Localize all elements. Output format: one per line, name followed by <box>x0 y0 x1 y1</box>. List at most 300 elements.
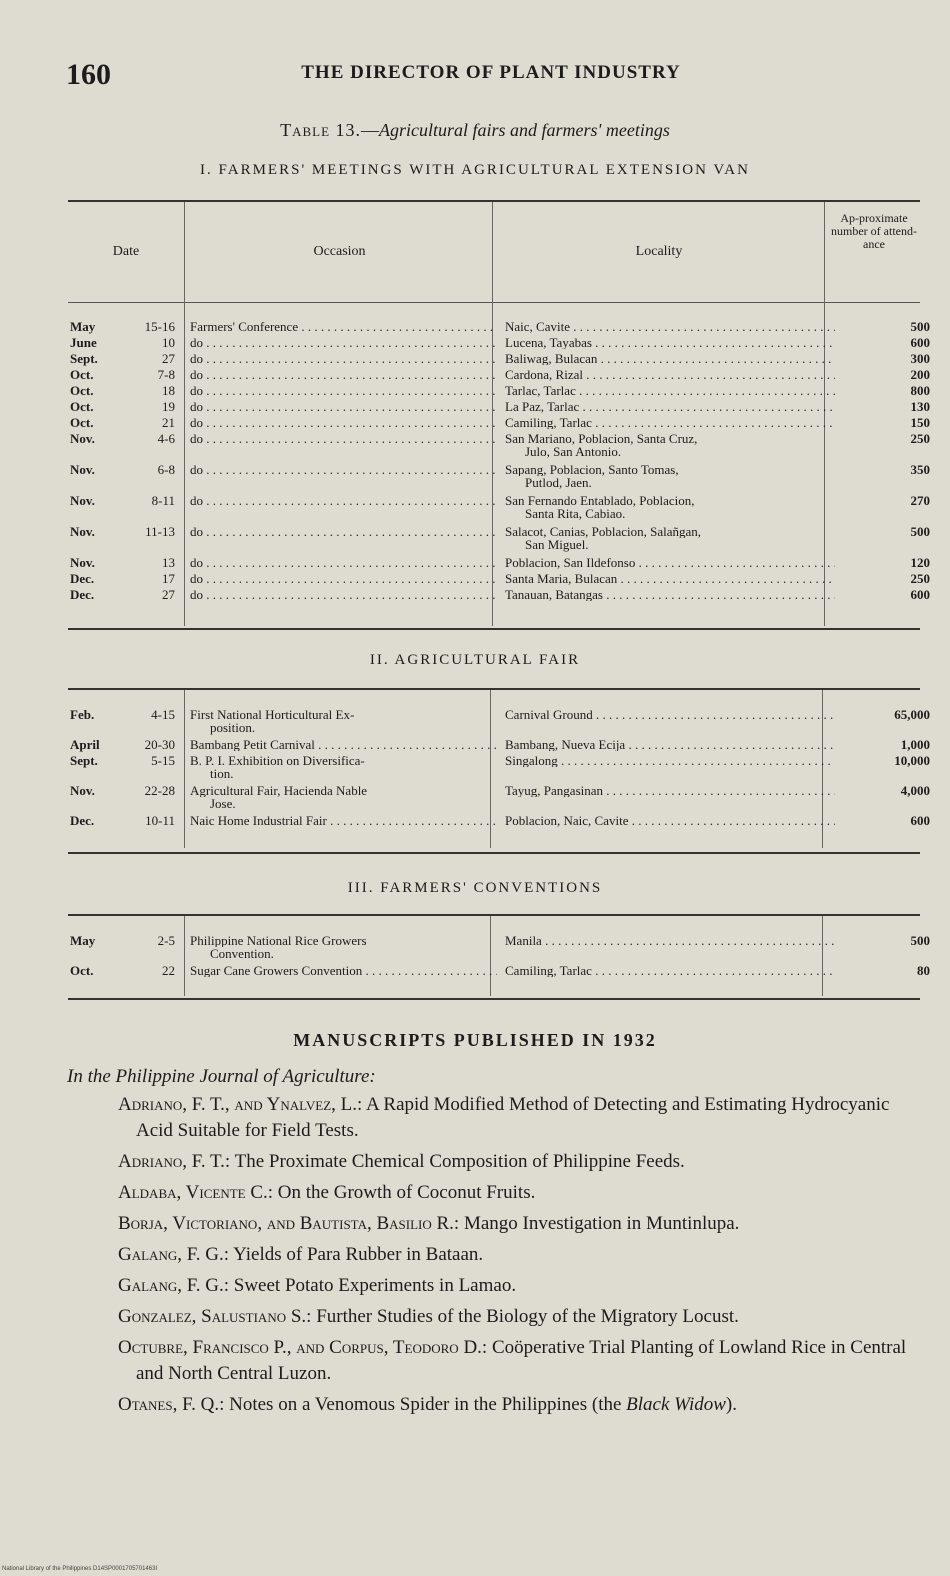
leader-dots <box>203 463 497 476</box>
locality-line: Cardona, Rizal <box>505 368 583 381</box>
locality-cell <box>497 738 835 754</box>
agricultural-fair-table <box>70 708 932 830</box>
row-month: April <box>70 738 100 752</box>
manuscript-authors: Borja, Victoriano, and Bautista, Basilio R.: <box>118 1213 460 1234</box>
occasion-text <box>190 556 497 569</box>
manuscripts-list <box>118 1092 918 1423</box>
attendance-cell: 250 <box>910 432 930 446</box>
occasion-text <box>190 964 497 977</box>
occasion-line: do <box>190 525 203 538</box>
manuscript-title: Further Studies of the Biology of the Migratory Locust. <box>316 1306 739 1327</box>
locality-text <box>505 384 835 397</box>
manuscript-authors: Adriano, F. T.: <box>118 1151 231 1172</box>
locality-line: Camiling, Tarlac <box>505 964 592 977</box>
locality-cell <box>497 556 835 572</box>
row-days: 27 <box>162 352 175 366</box>
farmers-meetings-table <box>70 320 932 604</box>
occasion-line: First National Horticultural Ex- <box>190 708 355 721</box>
leader-dots <box>203 572 497 585</box>
occasion-text <box>190 352 497 365</box>
manuscript-title: Notes on a Venomous Spider in the Philippines (the <box>229 1394 622 1415</box>
section-3-heading: III. FARMERS' CONVENTIONS <box>347 880 603 896</box>
manuscript-title: On the Growth of Coconut Fruits. <box>277 1182 536 1203</box>
table-bottom-rule <box>68 998 920 1000</box>
occasion-line: do <box>190 463 203 476</box>
row-month: May <box>70 320 96 334</box>
locality-line: Poblacion, San Ildefonso <box>505 556 636 569</box>
locality-line: Lucena, Tayabas <box>505 336 592 349</box>
table-bottom-rule <box>68 628 920 630</box>
table-row <box>70 738 932 754</box>
manuscripts-intro: In the Philippine Journal of Agriculture: <box>67 1066 376 1087</box>
leader-dots <box>597 352 835 365</box>
row-days: 22-28 <box>144 784 175 798</box>
occasion-text <box>190 494 497 507</box>
manuscript-entry <box>118 1180 918 1206</box>
date-cell <box>70 384 182 400</box>
locality-cell <box>497 708 835 738</box>
row-days: 13 <box>162 556 175 570</box>
locality-text <box>505 708 835 721</box>
row-days: 5-15 <box>151 754 175 768</box>
row-days: 19 <box>162 400 175 414</box>
locality-line: Tanauan, Batangas <box>505 588 603 601</box>
locality-cell <box>497 494 835 525</box>
manuscript-entry <box>118 1335 918 1387</box>
column-header-occasion: Occasion <box>313 244 366 259</box>
row-days: 27 <box>162 588 175 602</box>
leader-dots <box>592 964 835 977</box>
locality-text <box>505 463 835 476</box>
occasion-line: do <box>190 588 203 601</box>
manuscript-entry <box>118 1273 918 1299</box>
row-days: 22 <box>162 964 175 978</box>
locality-cell <box>497 754 835 784</box>
attendance-cell: 200 <box>910 368 930 382</box>
locality-cell <box>497 784 835 814</box>
locality-line: Singalong <box>505 754 558 767</box>
manuscript-entry <box>118 1092 918 1144</box>
occasion-cell <box>182 556 497 572</box>
manuscript-authors: Octubre, Francisco P., and Corpus, Teodoro D.: <box>118 1337 488 1358</box>
locality-line: Manila <box>505 934 542 947</box>
table-row <box>70 494 932 525</box>
occasion-text <box>190 432 497 445</box>
locality-continuation: San Miguel. <box>525 537 589 552</box>
leader-dots <box>315 738 497 751</box>
occasion-text <box>190 754 497 767</box>
locality-line: San Fernando Entablado, Poblacion, <box>505 494 695 507</box>
occasion-text <box>190 320 497 333</box>
leader-dots <box>603 784 835 797</box>
occasion-cell <box>182 416 497 432</box>
locality-line: Baliwag, Bulacan <box>505 352 598 365</box>
date-cell <box>70 400 182 416</box>
attendance-cell: 800 <box>910 384 930 398</box>
manuscript-entry <box>118 1211 918 1237</box>
leader-dots <box>617 572 835 585</box>
date-cell <box>70 754 182 784</box>
table-row <box>70 463 932 494</box>
occasion-cell <box>182 494 497 525</box>
locality-cell <box>497 525 835 556</box>
occasion-text <box>190 572 497 585</box>
date-cell <box>70 320 182 336</box>
row-month: Nov. <box>70 556 95 570</box>
locality-line: Naic, Cavite <box>505 320 570 333</box>
occasion-line: do <box>190 384 203 397</box>
leader-dots <box>327 814 497 827</box>
attendance-cell: 1,000 <box>900 738 930 752</box>
row-days: 7-8 <box>157 368 175 382</box>
header-rule <box>68 302 920 303</box>
occasion-continuation: Jose. <box>210 796 236 811</box>
occasion-text <box>190 708 497 721</box>
table-caption: Agricultural fairs and farmers' meetings <box>379 120 670 140</box>
manuscript-title: Coöperative Trial Planting of Lowland Rice in Central and North Central Luzon. <box>136 1337 907 1384</box>
table-top-rule <box>68 688 920 690</box>
attendance-cell: 500 <box>910 320 930 334</box>
locality-line: La Paz, Tarlac <box>505 400 580 413</box>
locality-cell <box>497 432 835 463</box>
attendance-cell: 65,000 <box>894 708 930 722</box>
leader-dots <box>628 814 835 827</box>
occasion-line: Sugar Cane Growers Convention <box>190 964 363 977</box>
row-days: 10-11 <box>145 814 175 828</box>
row-month: Nov. <box>70 784 95 798</box>
manuscript-title: A Rapid Modified Method of Detecting and Estimating Hydrocyanic Acid Suitable for Field Tests. <box>136 1094 890 1141</box>
manuscript-entry <box>118 1304 918 1330</box>
attendance-cell: 500 <box>910 525 930 539</box>
locality-cell <box>497 814 835 830</box>
table-row <box>70 572 932 588</box>
attendance-cell: 120 <box>910 556 930 570</box>
occasion-line: Philippine National Rice Growers <box>190 934 367 947</box>
occasion-text <box>190 400 497 413</box>
locality-text <box>505 572 835 585</box>
occasion-line: Bambang Petit Carnival <box>190 738 315 751</box>
table-row <box>70 588 932 604</box>
row-days: 21 <box>162 416 175 430</box>
table-row <box>70 320 932 336</box>
locality-line: Salacot, Canias, Poblacion, Salañgan, <box>505 525 702 538</box>
row-month: Oct. <box>70 964 94 978</box>
date-cell <box>70 368 182 384</box>
attendance-cell: 600 <box>910 588 930 602</box>
manuscript-authors: Adriano, F. T., and Ynalvez, L.: <box>118 1094 363 1115</box>
scan-footer: National Library of the Philippines D14SP0001705701463I <box>2 1566 158 1572</box>
attendance-cell: 250 <box>910 572 930 586</box>
column-header-attendance: Ap-proximate number of attend-ance <box>831 211 917 252</box>
locality-line: Carnival Ground <box>505 708 593 721</box>
leader-dots <box>558 754 835 767</box>
row-days: 15-16 <box>144 320 175 334</box>
leader-dots <box>298 320 497 333</box>
table-row <box>70 400 932 416</box>
locality-cell <box>497 588 835 604</box>
occasion-line: do <box>190 336 203 349</box>
locality-line: San Mariano, Poblacion, Santa Cruz, <box>505 432 698 445</box>
occasion-cell <box>182 352 497 368</box>
attendance-cell: 300 <box>910 352 930 366</box>
date-cell <box>70 432 182 463</box>
occasion-line: do <box>190 572 203 585</box>
table-label: Table 13. <box>280 120 362 140</box>
occasion-text <box>190 416 497 429</box>
table-row <box>70 336 932 352</box>
leader-dots <box>542 934 835 947</box>
table-top-rule <box>68 200 920 202</box>
leader-dots <box>203 432 497 445</box>
occasion-text <box>190 738 497 751</box>
leader-dots <box>579 400 835 413</box>
date-cell <box>70 494 182 525</box>
section-1-heading: I. FARMERS' MEETINGS WITH AGRICULTURAL EXTENSION VAN <box>200 162 750 178</box>
occasion-text <box>190 368 497 381</box>
occasion-cell <box>182 336 497 352</box>
locality-text <box>505 588 835 601</box>
leader-dots <box>203 494 497 507</box>
locality-line: Sapang, Poblacion, Santo Tomas, <box>505 463 679 476</box>
occasion-line: do <box>190 494 203 507</box>
page-number: 160 <box>66 58 111 91</box>
table-row <box>70 964 932 980</box>
locality-text <box>505 432 835 445</box>
locality-line: Santa Maria, Bulacan <box>505 572 618 585</box>
occasion-line: B. P. I. Exhibition on Diversifica- <box>190 754 365 767</box>
row-month: Nov. <box>70 463 95 477</box>
row-days: 20-30 <box>144 738 175 752</box>
occasion-continuation: tion. <box>210 766 234 781</box>
occasion-text <box>190 525 497 538</box>
occasion-line: do <box>190 556 203 569</box>
leader-dots <box>576 384 835 397</box>
leader-dots <box>583 368 835 381</box>
row-month: Dec. <box>70 572 95 586</box>
date-cell <box>70 964 182 980</box>
table-bottom-rule <box>68 852 920 854</box>
manuscript-authors: Aldaba, Vicente C.: <box>118 1182 274 1203</box>
table-row <box>70 556 932 572</box>
occasion-cell <box>182 525 497 556</box>
date-cell <box>70 784 182 814</box>
leader-dots <box>203 525 497 538</box>
attendance-cell: 80 <box>917 964 930 978</box>
page-header <box>66 58 916 94</box>
table-row <box>70 432 932 463</box>
attendance-cell: 270 <box>910 494 930 508</box>
row-month: Oct. <box>70 400 94 414</box>
date-cell <box>70 556 182 572</box>
manuscript-authors: Galang, F. G.: <box>118 1275 230 1296</box>
attendance-cell: 10,000 <box>894 754 930 768</box>
date-cell <box>70 738 182 754</box>
table-row <box>70 784 932 814</box>
table-row <box>70 384 932 400</box>
locality-text <box>505 814 835 827</box>
row-month: Nov. <box>70 494 95 508</box>
occasion-cell <box>182 320 497 336</box>
row-days: 8-11 <box>151 494 175 508</box>
leader-dots <box>362 964 497 977</box>
occasion-cell <box>182 384 497 400</box>
manuscript-entry <box>118 1392 918 1418</box>
leader-dots <box>603 588 835 601</box>
row-month: Oct. <box>70 416 94 430</box>
attendance-cell: 4,000 <box>900 784 930 798</box>
occasion-cell <box>182 754 497 784</box>
occasion-cell <box>182 432 497 463</box>
row-month: Sept. <box>70 754 98 768</box>
locality-continuation: Putlod, Jaen. <box>525 475 592 490</box>
date-cell <box>70 814 182 830</box>
table-top-rule <box>68 914 920 916</box>
attendance-cell: 600 <box>910 814 930 828</box>
occasion-continuation: Convention. <box>210 946 274 961</box>
locality-text <box>505 525 835 538</box>
locality-cell <box>497 400 835 416</box>
column-header-locality: Locality <box>635 244 683 259</box>
occasion-line: do <box>190 432 203 445</box>
occasion-continuation: position. <box>210 720 256 735</box>
row-month: Dec. <box>70 814 95 828</box>
date-cell <box>70 572 182 588</box>
date-cell <box>70 708 182 738</box>
row-month: Nov. <box>70 525 95 539</box>
manuscript-title-italic: Black Widow <box>626 1394 726 1415</box>
locality-line: Bambang, Nueva Ecija <box>505 738 626 751</box>
row-month: Dec. <box>70 588 95 602</box>
occasion-cell <box>182 814 497 830</box>
locality-text <box>505 964 835 977</box>
locality-line: Poblacion, Naic, Cavite <box>505 814 629 827</box>
occasion-cell <box>182 708 497 738</box>
manuscript-title: Yields of Para Rubber in Bataan. <box>233 1244 484 1265</box>
leader-dots <box>203 368 497 381</box>
date-cell <box>70 463 182 494</box>
occasion-line: do <box>190 368 203 381</box>
leader-dots <box>203 416 497 429</box>
occasion-cell <box>182 934 497 964</box>
column-header-date: Date <box>112 244 140 259</box>
manuscript-entry <box>118 1149 918 1175</box>
leader-dots <box>635 556 835 569</box>
row-month: Sept. <box>70 352 98 366</box>
leader-dots <box>203 556 497 569</box>
leader-dots <box>592 336 835 349</box>
manuscript-authors: Galang, F. G.: <box>118 1244 230 1265</box>
locality-text <box>505 400 835 413</box>
date-cell <box>70 352 182 368</box>
locality-cell <box>497 964 835 980</box>
row-month: Feb. <box>70 708 95 722</box>
row-days: 6-8 <box>157 463 175 477</box>
occasion-text <box>190 384 497 397</box>
row-month: Oct. <box>70 384 94 398</box>
locality-line: Tarlac, Tarlac <box>505 384 576 397</box>
leader-dots <box>203 352 497 365</box>
date-cell <box>70 416 182 432</box>
occasion-text <box>190 336 497 349</box>
manuscript-title: The Proximate Chemical Composition of Philippine Feeds. <box>234 1151 685 1172</box>
locality-text <box>505 368 835 381</box>
row-days: 4-15 <box>151 708 175 722</box>
table-row <box>70 525 932 556</box>
farmers-conventions-table <box>70 934 932 980</box>
locality-cell <box>497 320 835 336</box>
locality-cell <box>497 368 835 384</box>
leader-dots <box>203 384 497 397</box>
table-row <box>70 934 932 964</box>
locality-cell <box>497 384 835 400</box>
occasion-line: Agricultural Fair, Hacienda Nable <box>190 784 368 797</box>
attendance-cell: 150 <box>910 416 930 430</box>
leader-dots <box>570 320 835 333</box>
occasion-cell <box>182 368 497 384</box>
locality-text <box>505 320 835 333</box>
locality-continuation: Julo, San Antonio. <box>525 444 622 459</box>
row-days: 10 <box>162 336 175 350</box>
leader-dots <box>592 416 835 429</box>
table-title: Table 13.—Agricultural fairs and farmers' meetings <box>280 120 670 140</box>
row-month: Oct. <box>70 368 94 382</box>
locality-cell <box>497 463 835 494</box>
locality-cell <box>497 416 835 432</box>
row-days: 11-13 <box>145 525 175 539</box>
locality-continuation: Santa Rita, Cabiao. <box>525 506 626 521</box>
leader-dots <box>203 336 497 349</box>
locality-line: Tayug, Pangasinan <box>505 784 604 797</box>
row-month: Nov. <box>70 432 95 446</box>
row-days: 17 <box>162 572 175 586</box>
occasion-cell <box>182 463 497 494</box>
manuscript-title: Mango Investigation in Muntinlupa. <box>463 1213 740 1234</box>
row-days: 2-5 <box>157 934 175 948</box>
occasion-line: do <box>190 400 203 413</box>
occasion-line: do <box>190 352 203 365</box>
occasion-text <box>190 934 497 947</box>
occasion-cell <box>182 588 497 604</box>
leader-dots <box>203 400 497 413</box>
date-cell <box>70 336 182 352</box>
manuscript-authors: Gonzalez, Salustiano S.: <box>118 1306 312 1327</box>
locality-text <box>505 934 835 947</box>
occasion-cell <box>182 738 497 754</box>
row-days: 4-6 <box>157 432 175 446</box>
attendance-cell: 600 <box>910 336 930 350</box>
locality-text <box>505 494 835 507</box>
table-row <box>70 352 932 368</box>
occasion-line: do <box>190 416 203 429</box>
locality-text <box>505 416 835 429</box>
date-cell <box>70 525 182 556</box>
table-row <box>70 416 932 432</box>
table-row <box>70 368 932 384</box>
leader-dots <box>203 588 497 601</box>
locality-text <box>505 556 835 569</box>
manuscripts-title: MANUSCRIPTS PUBLISHED IN 1932 <box>293 1030 657 1050</box>
occasion-line: Naic Home Industrial Fair <box>190 814 327 827</box>
manuscript-authors: Otanes, F. Q.: <box>118 1394 225 1415</box>
locality-cell <box>497 336 835 352</box>
leader-dots <box>625 738 835 751</box>
attendance-cell: 350 <box>910 463 930 477</box>
locality-cell <box>497 352 835 368</box>
attendance-cell: 130 <box>910 400 930 414</box>
occasion-cell <box>182 784 497 814</box>
locality-line: Camiling, Tarlac <box>505 416 592 429</box>
occasion-text <box>190 463 497 476</box>
